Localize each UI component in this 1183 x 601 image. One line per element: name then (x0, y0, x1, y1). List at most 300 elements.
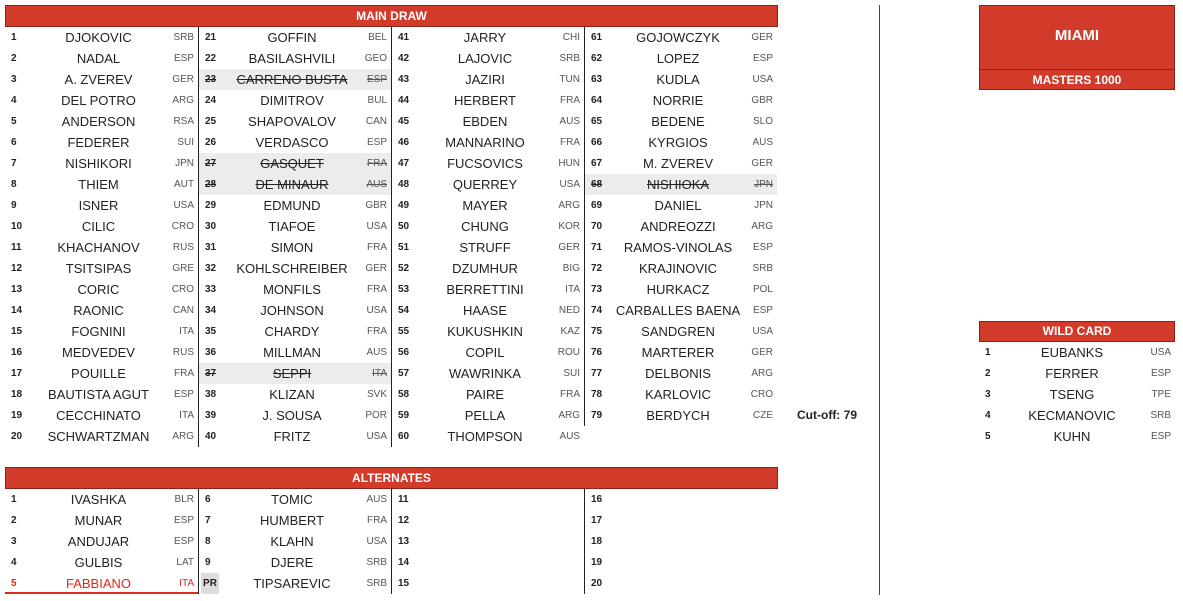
player-row (585, 111, 777, 132)
wild-card-header: WILD CARD (979, 321, 1175, 342)
player-row (979, 405, 1175, 426)
country-code: SVK (366, 389, 387, 400)
player-row (979, 342, 1175, 363)
player-name: KLAHN (270, 534, 314, 549)
player-name: PELLA (464, 408, 506, 423)
country-code: ESP (173, 53, 194, 64)
player-row (585, 216, 777, 237)
entry-number: 5 (985, 431, 991, 442)
entry-number: 60 (398, 431, 410, 442)
entry-number: 15 (398, 578, 410, 589)
player-name: KUKUSHKIN (447, 324, 523, 339)
country-code: GER (751, 347, 773, 358)
entry-number: 36 (205, 347, 217, 358)
player-name: ISNER (78, 198, 119, 213)
player-row (392, 279, 584, 300)
entry-number: 70 (591, 221, 603, 232)
player-name: COPIL (465, 345, 505, 360)
entry-number: 14 (398, 557, 410, 568)
entry-number: 48 (398, 179, 410, 190)
player-row (199, 384, 391, 405)
player-row (5, 216, 198, 237)
player-row (392, 321, 584, 342)
entry-number: 2 (11, 53, 17, 64)
country-code: AUS (366, 494, 387, 505)
player-name: THIEM (78, 177, 119, 192)
entry-number: 12 (398, 515, 410, 526)
player-row (5, 300, 198, 321)
player-name: HURKACZ (646, 282, 710, 297)
entry-number: 54 (398, 305, 410, 316)
country-code: ITA (565, 284, 580, 295)
player-row (585, 153, 777, 174)
player-row (5, 90, 198, 111)
entry-number: 26 (205, 137, 217, 148)
player-name: TIAFOE (268, 219, 316, 234)
entry-number: 5 (11, 116, 17, 127)
player-row (585, 510, 777, 531)
entry-number: 46 (398, 137, 410, 148)
country-code: GER (365, 263, 387, 274)
player-name: VERDASCO (255, 135, 329, 150)
country-code: KOR (558, 221, 580, 232)
player-row (585, 279, 777, 300)
player-name: KRAJINOVIC (638, 261, 717, 276)
player-name: NORRIE (652, 93, 704, 108)
player-row (5, 489, 198, 510)
player-row (392, 48, 584, 69)
country-code: SRB (173, 32, 194, 43)
country-code: ESP (752, 53, 773, 64)
player-row (392, 111, 584, 132)
country-code: ARG (751, 368, 773, 379)
player-name: THOMPSON (447, 429, 523, 444)
player-row (5, 279, 198, 300)
player-name: J. SOUSA (262, 408, 322, 423)
entry-number: 57 (398, 368, 410, 379)
player-row (199, 258, 391, 279)
player-name: MUNAR (74, 513, 123, 528)
draw-column (198, 27, 391, 447)
country-code: FRA (560, 389, 580, 400)
player-row (392, 300, 584, 321)
entry-number: 12 (11, 263, 23, 274)
country-code: SRB (752, 263, 773, 274)
player-name: KUHN (1053, 429, 1091, 444)
country-code: FRA (174, 368, 194, 379)
country-code: SUI (177, 137, 194, 148)
country-code: GER (751, 158, 773, 169)
player-name: DEL POTRO (61, 93, 136, 108)
entry-number: 9 (205, 557, 211, 568)
entry-number: 13 (398, 536, 410, 547)
player-name: HUMBERT (259, 513, 325, 528)
player-row (5, 27, 198, 48)
country-code: BIG (562, 263, 580, 274)
draw-column (584, 27, 777, 426)
country-code: ARG (172, 431, 194, 442)
main-draw-header: MAIN DRAW (5, 5, 778, 27)
country-code: ESP (752, 242, 773, 253)
country-code: GBR (365, 200, 387, 211)
player-row (199, 531, 391, 552)
player-name: GOFFIN (267, 30, 317, 45)
entry-number: 75 (591, 326, 603, 337)
country-code: USA (173, 200, 194, 211)
player-name: TOMIC (271, 492, 313, 507)
player-name: EUBANKS (1040, 345, 1104, 360)
draw-column (391, 27, 584, 447)
player-name: KOHLSCHREIBER (236, 261, 348, 276)
entry-number: 25 (205, 116, 217, 127)
country-code: FRA (560, 95, 580, 106)
withdrawn-player-row (199, 153, 391, 174)
entry-number: 17 (591, 515, 603, 526)
country-code: FRA (367, 242, 387, 253)
player-row (199, 321, 391, 342)
cutoff-label: Cut-off: 79 (797, 408, 857, 422)
country-code: ESP (1150, 431, 1171, 442)
player-name: ANDERSON (61, 114, 136, 129)
entry-number: 10 (11, 221, 23, 232)
player-name: ANDUJAR (67, 534, 130, 549)
player-row (392, 573, 584, 594)
player-name: MANNARINO (445, 135, 525, 150)
player-row (585, 258, 777, 279)
player-row (199, 552, 391, 573)
player-row (5, 111, 198, 132)
player-row (392, 216, 584, 237)
player-name: POUILLE (71, 366, 126, 381)
entry-number: 35 (205, 326, 217, 337)
entry-number: 61 (591, 32, 603, 43)
entry-number: 4 (11, 557, 17, 568)
entry-number: 79 (591, 410, 603, 421)
entry-number: 73 (591, 284, 603, 295)
country-code: FRA (367, 158, 387, 169)
player-name: MILLMAN (263, 345, 321, 360)
player-row (199, 216, 391, 237)
country-code: ESP (752, 305, 773, 316)
entry-number: 8 (11, 179, 17, 190)
country-code: HUN (558, 158, 580, 169)
player-name: BAUTISTA AGUT (48, 387, 149, 402)
player-name: BERRETTINI (446, 282, 524, 297)
country-code: USA (366, 431, 387, 442)
player-row (392, 132, 584, 153)
tournament-city: MIAMI (1054, 27, 1100, 44)
player-name: HAASE (462, 303, 508, 318)
withdrawn-player-row (199, 69, 391, 90)
player-row (585, 552, 777, 573)
country-code: ITA (372, 368, 387, 379)
player-row (585, 573, 777, 594)
entry-number: 3 (11, 536, 17, 547)
protected-ranking-badge: PR (201, 573, 219, 594)
player-row (585, 132, 777, 153)
country-code: ESP (173, 515, 194, 526)
player-row (585, 27, 777, 48)
player-row (5, 510, 198, 531)
player-name: JAZIRI (465, 72, 505, 87)
entry-number: 78 (591, 389, 603, 400)
entry-number: 29 (205, 200, 217, 211)
entry-number: 55 (398, 326, 410, 337)
country-code: GRE (172, 263, 194, 274)
entry-number: 7 (11, 158, 17, 169)
tournament-badge (979, 5, 1175, 90)
player-name: TSENG (1049, 387, 1095, 402)
player-row (392, 426, 584, 447)
entry-number: 62 (591, 53, 603, 64)
player-row (585, 342, 777, 363)
entry-number: 39 (205, 410, 217, 421)
player-row (585, 384, 777, 405)
player-name: NISHIKORI (65, 156, 132, 171)
player-name: FERRER (1045, 366, 1099, 381)
player-row (199, 48, 391, 69)
player-row (5, 237, 198, 258)
player-name: MARTERER (641, 345, 715, 360)
player-row (392, 195, 584, 216)
entry-number: 64 (591, 95, 603, 106)
country-code: CRO (171, 221, 194, 232)
player-row (5, 573, 198, 594)
player-name: FRITZ (273, 429, 311, 444)
country-code: USA (366, 305, 387, 316)
entry-number: 17 (11, 368, 23, 379)
country-code: SRB (1150, 410, 1171, 421)
country-code: TPE (1151, 389, 1171, 400)
player-row (585, 48, 777, 69)
country-code: BLR (174, 494, 194, 505)
entry-number: 16 (591, 494, 603, 505)
entry-number: 6 (205, 494, 211, 505)
country-code: JPN (175, 158, 194, 169)
country-code: BEL (368, 32, 387, 43)
player-name: TIPSAREVIC (253, 576, 331, 591)
player-row (979, 363, 1175, 384)
country-code: FRA (367, 326, 387, 337)
country-code: KAZ (560, 326, 580, 337)
entry-number: 53 (398, 284, 410, 295)
player-name: IVASHKA (70, 492, 127, 507)
column-divider (879, 5, 880, 595)
entry-number: 50 (398, 221, 410, 232)
country-code: GER (558, 242, 580, 253)
entry-number: 31 (205, 242, 217, 253)
entry-number: 66 (591, 137, 603, 148)
entry-number: 63 (591, 74, 603, 85)
country-code: AUS (366, 347, 387, 358)
player-row (199, 405, 391, 426)
player-name: MAYER (462, 198, 508, 213)
country-code: POR (365, 410, 387, 421)
entry-number: 2 (11, 515, 17, 526)
entry-number: 20 (591, 578, 603, 589)
entry-number: 18 (591, 536, 603, 547)
entry-number: 49 (398, 200, 410, 211)
player-name: GOJOWCZYK (636, 30, 720, 45)
entry-number: 37 (205, 368, 217, 379)
entry-number: 15 (11, 326, 23, 337)
player-name: DANIEL (654, 198, 702, 213)
country-code: JPN (754, 179, 773, 190)
entry-number: 42 (398, 53, 410, 64)
player-row (585, 300, 777, 321)
entry-number: 5 (11, 578, 17, 589)
country-code: ITA (179, 326, 194, 337)
entry-number: 11 (11, 242, 22, 253)
entry-number: 34 (205, 305, 217, 316)
player-name: MONFILS (263, 282, 321, 297)
player-row (392, 363, 584, 384)
country-code: ARG (751, 221, 773, 232)
entry-number: 11 (398, 494, 409, 505)
player-name: CECCHINATO (56, 408, 141, 423)
player-row (5, 531, 198, 552)
country-code: CAN (365, 116, 387, 127)
country-code: USA (1150, 347, 1171, 358)
player-name: DJOKOVIC (65, 30, 132, 45)
player-name: QUERREY (452, 177, 518, 192)
player-name: SCHWARTZMAN (47, 429, 150, 444)
country-code: SRB (559, 53, 580, 64)
player-row (585, 531, 777, 552)
player-name: CARRENO BUSTA (236, 72, 348, 87)
entry-number: 18 (11, 389, 23, 400)
entry-number: 20 (11, 431, 23, 442)
player-name: EDMUND (263, 198, 321, 213)
player-row (199, 27, 391, 48)
country-code: ESP (173, 536, 194, 547)
entry-number: 8 (205, 536, 211, 547)
country-code: RUS (172, 347, 194, 358)
player-name: RAONIC (73, 303, 124, 318)
player-name: FOGNINI (71, 324, 126, 339)
entry-number: 6 (11, 137, 17, 148)
entry-number: 44 (398, 95, 410, 106)
player-name: FEDERER (67, 135, 130, 150)
player-name: CARBALLES BAENA (615, 303, 741, 318)
player-row (585, 405, 777, 426)
country-code: CHI (562, 32, 580, 43)
player-name: GASQUET (260, 156, 324, 171)
country-code: ESP (366, 74, 387, 85)
player-row (392, 342, 584, 363)
player-name: BASILASHVILI (248, 51, 336, 66)
player-row (585, 90, 777, 111)
player-row (199, 573, 391, 594)
country-code: SLO (752, 116, 773, 127)
entry-number: 2 (985, 368, 991, 379)
player-row (199, 279, 391, 300)
country-code: ARG (558, 410, 580, 421)
country-code: ARG (558, 200, 580, 211)
player-name: ANDREOZZI (640, 219, 716, 234)
player-name: CORIC (77, 282, 120, 297)
entry-number: 30 (205, 221, 217, 232)
country-code: AUS (366, 179, 387, 190)
entry-number: 3 (11, 74, 17, 85)
player-name: SEPPI (272, 366, 312, 381)
entry-number: 45 (398, 116, 410, 127)
player-name: FABBIANO (65, 576, 132, 591)
player-row (199, 489, 391, 510)
player-row (5, 405, 198, 426)
player-row (392, 510, 584, 531)
player-row (585, 321, 777, 342)
player-row (5, 258, 198, 279)
country-code: AUS (752, 137, 773, 148)
player-row (5, 426, 198, 447)
player-row (5, 195, 198, 216)
entry-number: 21 (205, 32, 217, 43)
entry-number: 67 (591, 158, 603, 169)
player-name: CILIC (81, 219, 116, 234)
entry-number: 7 (205, 515, 211, 526)
entry-number: 19 (11, 410, 23, 421)
alternates-header: ALTERNATES (5, 467, 778, 489)
player-row (5, 69, 198, 90)
country-code: SRB (366, 578, 387, 589)
country-code: POL (752, 284, 773, 295)
player-name: KARLOVIC (645, 387, 711, 402)
player-row (392, 384, 584, 405)
draw-column (5, 27, 198, 447)
player-row (392, 27, 584, 48)
player-name: M. ZVEREV (642, 156, 714, 171)
entry-number: 32 (205, 263, 217, 274)
country-code: USA (752, 326, 773, 337)
player-row (392, 174, 584, 195)
entry-number: 16 (11, 347, 23, 358)
player-row (392, 69, 584, 90)
country-code: AUT (174, 179, 194, 190)
country-code: GEO (364, 53, 387, 64)
draw-column (584, 489, 777, 594)
entry-number: 27 (205, 158, 217, 169)
player-row (392, 90, 584, 111)
player-name: MEDVEDEV (62, 345, 135, 360)
country-code: CRO (750, 389, 773, 400)
player-name: BEDENE (651, 114, 705, 129)
country-code: USA (366, 536, 387, 547)
player-name: EBDEN (462, 114, 508, 129)
country-code: JPN (754, 200, 773, 211)
player-name: DZUMHUR (452, 261, 518, 276)
wild-card-list (979, 342, 1175, 447)
country-code: AUS (559, 116, 580, 127)
player-row (5, 48, 198, 69)
entry-number: 9 (11, 200, 17, 211)
player-name: DELBONIS (645, 366, 711, 381)
entry-number: 52 (398, 263, 410, 274)
entry-number: 74 (591, 305, 603, 316)
player-name: KYRGIOS (648, 135, 708, 150)
entry-number: 22 (205, 53, 217, 64)
player-row (199, 132, 391, 153)
player-name: JARRY (463, 30, 507, 45)
player-row (199, 300, 391, 321)
entry-number: 38 (205, 389, 217, 400)
player-row (392, 153, 584, 174)
entry-number: 69 (591, 200, 603, 211)
entry-number: 40 (205, 431, 217, 442)
player-name: DE MINAUR (255, 177, 329, 192)
player-name: FUCSOVICS (447, 156, 523, 171)
player-row (5, 342, 198, 363)
